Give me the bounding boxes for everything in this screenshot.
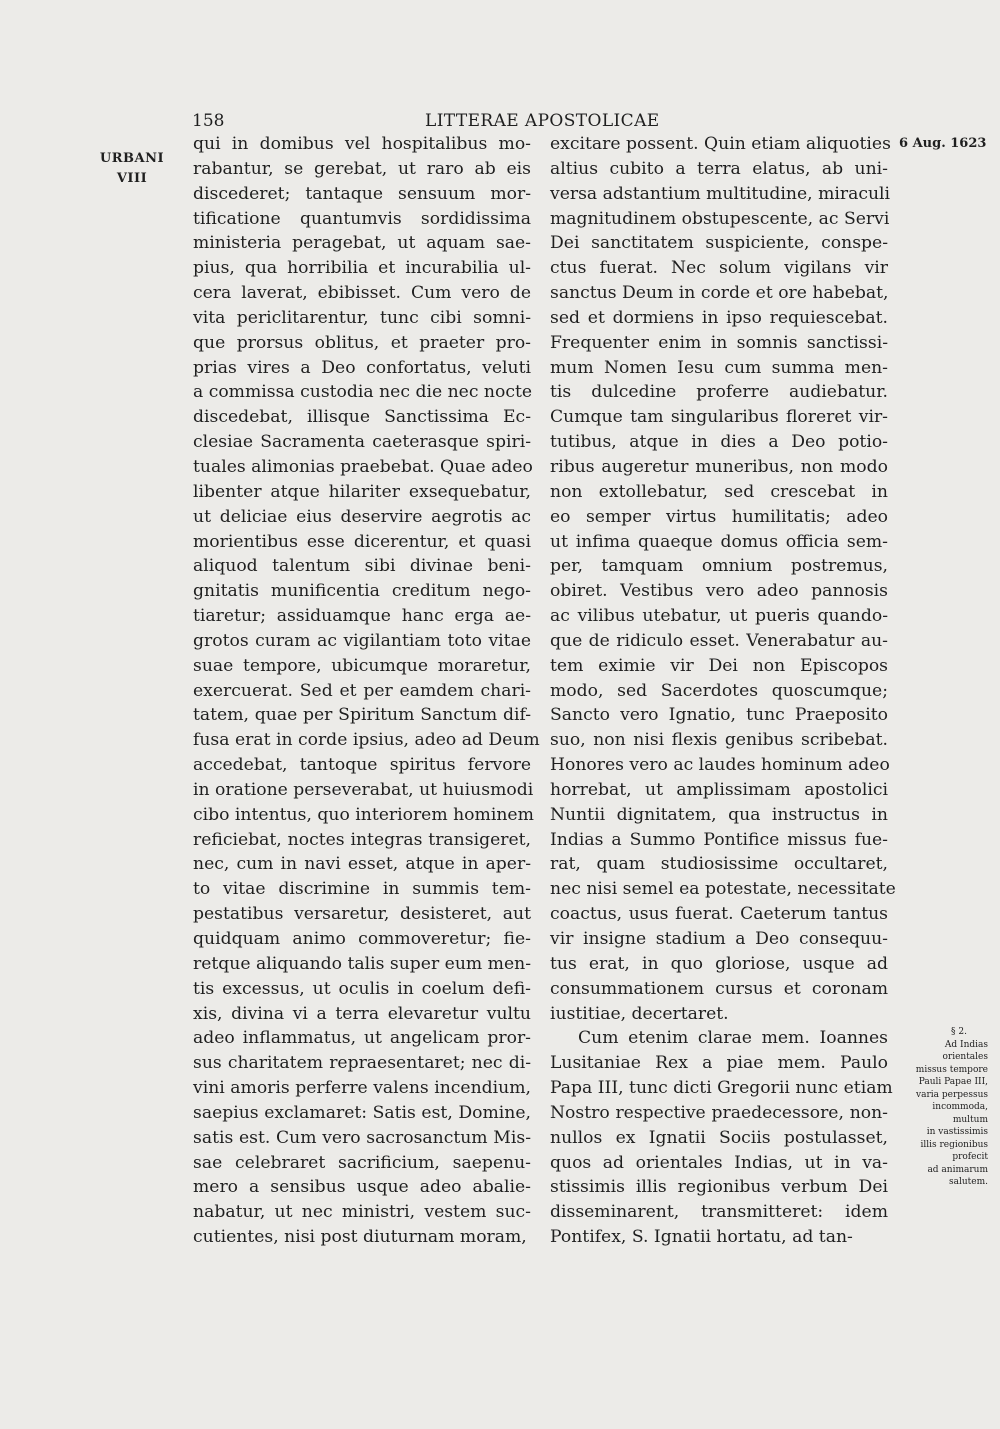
text-line: discederet; tantaque sensuum mor- xyxy=(193,183,531,204)
text-line: to vitae discrimine in summis tem- xyxy=(193,879,531,900)
text-line: ac vilibus utebatur, ut pueris quando- xyxy=(550,606,888,627)
text-line: reficiebat, noctes integras transigeret, xyxy=(193,829,531,850)
right-text-column xyxy=(550,132,896,1250)
text-line: exercuerat. Sed et per eamdem chari- xyxy=(193,680,531,701)
page-number: 158 xyxy=(192,111,225,131)
side-note-line: multum xyxy=(952,1114,988,1125)
text-line: Dei sanctitatem suspiciente, conspe- xyxy=(550,233,888,254)
text-line: tis excessus, ut oculis in coelum defi- xyxy=(193,978,531,999)
text-line: cera laverat, ebibisset. Cum vero de xyxy=(193,283,531,304)
text-line: satis est. Cum vero sacrosanctum Mis- xyxy=(193,1127,531,1148)
text-line: stissimis illis regionibus verbum Dei xyxy=(550,1177,888,1198)
text-line: consummationem cursus et coronam xyxy=(550,978,888,999)
side-note-line: § 2. xyxy=(951,1027,967,1037)
text-line: tiaretur; assiduamque hanc erga ae- xyxy=(193,606,531,627)
side-note-line: missus tempore xyxy=(915,1064,988,1075)
text-line: rat, quam studiosissime occultaret, xyxy=(550,854,888,875)
text-line: Indias a Summo Pontifice missus fue- xyxy=(550,829,888,850)
text-line: ctus fuerat. Nec solum vigilans vir xyxy=(550,258,888,279)
text-line: discedebat, illisque Sanctissima Ec- xyxy=(193,407,531,428)
text-line: tificatione quantumvis sordidissima xyxy=(193,208,531,229)
side-note-line: ad animarum xyxy=(927,1164,988,1175)
side-note-line: in vastissimis xyxy=(926,1127,988,1137)
text-line: disseminarent, transmitteret: idem xyxy=(550,1202,888,1223)
side-note-line: illis regionibus xyxy=(920,1139,988,1150)
text-line: prias vires a Deo confortatus, veluti xyxy=(193,357,531,378)
text-line: non extollebatur, sed crescebat in xyxy=(550,481,888,502)
text-line: grotos curam ac vigilantiam toto vitae xyxy=(193,630,531,651)
text-line: Sancto vero Ignatio, tunc Praeposito xyxy=(550,705,888,726)
text-line: vir insigne stadium a Deo consequu- xyxy=(550,929,888,949)
left-text-column xyxy=(193,132,540,1250)
text-line: altius cubito a terra elatus, ab uni- xyxy=(550,158,888,179)
text-line: vita periclitarentur, tunc cibi somni- xyxy=(193,307,531,328)
text-line: que de ridiculo esset. Venerabatur au- xyxy=(550,630,888,651)
text-line: tutibus, atque in dies a Deo potio- xyxy=(550,432,888,453)
side-note-line: Ad Indias xyxy=(944,1039,988,1050)
text-line: tem eximie vir Dei non Episcopos xyxy=(550,655,888,676)
text-line: magnitudinem obstupescente, ac Servi xyxy=(550,208,890,229)
text-line: tis dulcedine proferre audiebatur. xyxy=(550,382,888,403)
text-line: tatem, quae per Spiritum Sanctum dif- xyxy=(193,705,531,726)
text-line: quos ad orientales Indias, ut in va- xyxy=(550,1152,888,1173)
text-line: quidquam animo commoveretur; fie- xyxy=(193,929,531,949)
text-line: saepius exclamaret: Satis est, Domine, xyxy=(193,1102,531,1123)
text-line: per, tamquam omnium postremus, xyxy=(550,556,888,577)
text-line: ut deliciae eius deservire aegrotis ac xyxy=(193,506,531,527)
pope-marginal-label xyxy=(92,149,172,189)
text-line: versa adstantium multitudine, miraculi xyxy=(550,183,891,204)
text-line: ministeria peragebat, ut aquam sae- xyxy=(193,233,531,254)
text-line: horrebat, ut amplissimam apostolici xyxy=(550,779,888,800)
text-line: adeo inflammatus, ut angelicam pror- xyxy=(193,1028,531,1049)
side-note-line: salutem. xyxy=(949,1177,988,1187)
text-line: ut infima quaeque domus officia sem- xyxy=(550,531,888,552)
text-line: Pontifex, S. Ignatii hortatu, ad tan- xyxy=(550,1227,853,1248)
text-line: suo, non nisi flexis genibus scribebat. xyxy=(550,730,888,751)
date-marginal-label: 6 Aug. 1623 xyxy=(899,136,987,151)
text-line: sae celebraret sacrificium, saepenu- xyxy=(193,1152,531,1173)
text-line: accedebat, tantoque spiritus fervore xyxy=(193,755,531,776)
side-note-line: Pauli Papae III, xyxy=(918,1077,988,1087)
text-line: cibo intentus, quo interiorem hominem xyxy=(193,804,534,825)
side-note-line: incommoda, xyxy=(932,1102,988,1112)
text-line: Cum etenim clarae mem. Ioannes xyxy=(578,1028,888,1049)
text-line: nec, cum in navi esset, atque in aper- xyxy=(193,854,531,875)
text-line: rabantur, se gerebat, ut raro ab eis xyxy=(193,158,531,179)
text-line: sus charitatem repraesentaret; nec di- xyxy=(193,1053,531,1074)
text-line: nec nisi semel ea potestate, necessitate xyxy=(550,879,896,900)
text-line: Frequenter enim in somnis sanctissi- xyxy=(550,332,888,353)
side-note-line: orientales xyxy=(942,1052,988,1062)
text-line: cutientes, nisi post diuturnam moram, xyxy=(193,1227,527,1248)
text-line: coactus, usus fuerat. Caeterum tantus xyxy=(550,904,888,925)
text-line: tuales alimonias praebebat. Quae adeo xyxy=(193,456,533,477)
text-line: que prorsus oblitus, et praeter pro- xyxy=(193,332,531,353)
text-line: sed et dormiens in ipso requiescebat. xyxy=(550,307,888,328)
text-line: nabatur, ut nec ministri, vestem suc- xyxy=(193,1202,531,1223)
text-line: obiret. Vestibus vero adeo pannosis xyxy=(550,581,888,602)
running-head: LITTERAE APOSTOLICAE xyxy=(425,111,660,131)
text-line: Nostro respective praedecessore, non- xyxy=(550,1102,888,1123)
text-line: morientibus esse dicerentur, et quasi xyxy=(193,531,531,552)
text-line: pius, qua horribilia et incurabilia ul- xyxy=(193,258,531,279)
text-line: nullos ex Ignatii Sociis postulasset, xyxy=(550,1127,888,1148)
text-line: fusa erat in corde ipsius, adeo ad Deum xyxy=(193,730,540,751)
text-line: xis, divina vi a terra elevaretur vultu xyxy=(193,1003,531,1024)
text-line: Papa III, tunc dicti Gregorii nunc etiam xyxy=(550,1078,893,1099)
side-note-line: varia perpessus xyxy=(916,1089,988,1100)
text-line: Nuntii dignitatem, qua instructus in xyxy=(550,804,888,825)
text-line: Honores vero ac laudes hominum adeo xyxy=(550,755,890,776)
text-line: a commissa custodia nec die nec nocte xyxy=(193,382,533,403)
text-line: pestatibus versaretur, desisteret, aut xyxy=(193,904,531,925)
text-line: tus erat, in quo gloriose, usque ad xyxy=(550,953,888,974)
text-line: clesiae Sacramenta caeterasque spiri- xyxy=(193,432,531,453)
text-line: in oratione perseverabat, ut huiusmodi xyxy=(193,779,534,800)
section-side-note xyxy=(910,1026,988,1189)
text-line: mum Nomen Iesu cum summa men- xyxy=(550,357,888,378)
pope-name: URBANI xyxy=(99,151,165,166)
text-line: vini amoris perferre valens incendium, xyxy=(193,1078,531,1099)
text-line: Lusitaniae Rex a piae mem. Paulo xyxy=(550,1053,888,1074)
text-line: mero a sensibus usque adeo abalie- xyxy=(193,1177,531,1198)
text-line: aliquod talentum sibi divinae beni- xyxy=(193,556,531,577)
text-line: qui in domibus vel hospitalibus mo- xyxy=(193,134,531,154)
text-line: libenter atque hilariter exsequebatur, xyxy=(193,481,531,502)
text-line: ribus augeretur muneribus, non modo xyxy=(550,456,888,477)
text-line: eo semper virtus humilitatis; adeo xyxy=(550,506,888,527)
text-line: excitare possent. Quin etiam aliquoties xyxy=(550,134,891,154)
side-note-line: profecit xyxy=(952,1152,988,1162)
text-line: modo, sed Sacerdotes quoscumque; xyxy=(550,680,888,701)
text-line: suae tempore, ubicumque moraretur, xyxy=(193,655,531,676)
pope-number: VIII xyxy=(116,171,148,186)
text-line: sanctus Deum in corde et ore habebat, xyxy=(550,283,889,304)
text-line: retque aliquando talis super eum men- xyxy=(193,953,531,974)
text-line: iustitiae, decertaret. xyxy=(550,1003,729,1024)
text-line: Cumque tam singularibus floreret vir- xyxy=(550,407,888,428)
text-line: gnitatis munificentia creditum nego- xyxy=(193,581,531,602)
